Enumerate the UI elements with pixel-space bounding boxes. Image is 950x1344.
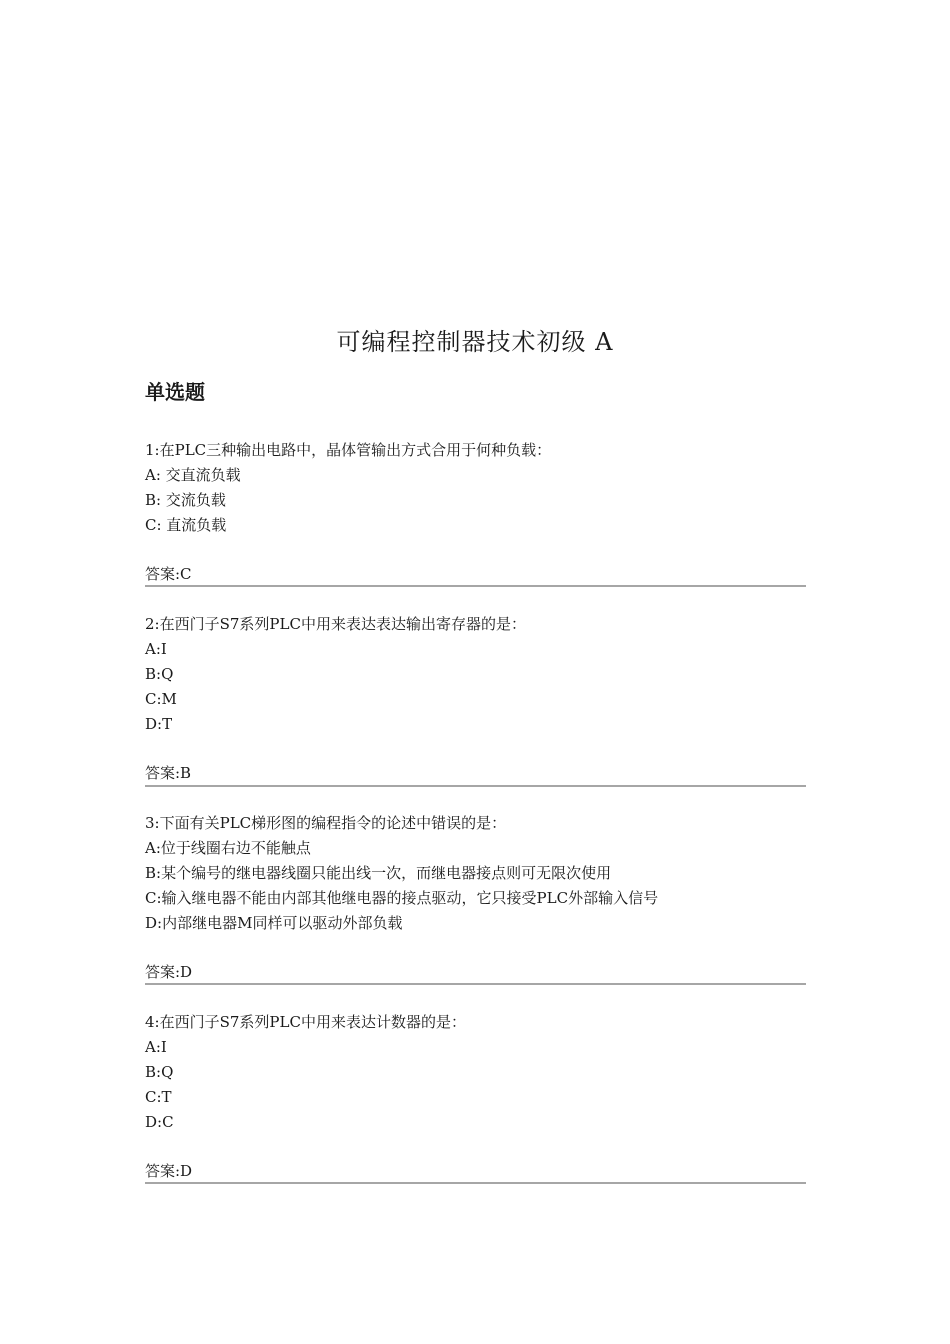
- question-4: [145, 1010, 806, 1180]
- answer: 答案:D: [145, 1162, 193, 1180]
- answer: 答案:D: [145, 963, 193, 981]
- option-b: B:Q: [145, 1063, 174, 1081]
- question-2: [145, 612, 806, 782]
- option-c: C:输入继电器不能由内部其他继电器的接点驱动，它只接受PLC外部输入信号: [145, 889, 659, 907]
- question-stem: 3:下面有关PLC梯形图的编程指令的论述中错误的是：: [145, 814, 507, 832]
- option-a: A:I: [145, 1038, 167, 1056]
- question-stem: 2:在西门子S7系列PLC中用来表达表达输出寄存器的是：: [145, 615, 526, 633]
- question-stem: 1:在PLC三种输出电路中，晶体管输出方式合用于何种负载：: [145, 441, 552, 459]
- answer: 答案:B: [145, 764, 192, 782]
- option-b: B:某个编号的继电器线圈只能出线一次，而继电器接点则可无限次使用: [145, 864, 612, 882]
- option-c: C:M: [145, 690, 177, 708]
- question-stem: 4:在西门子S7系列PLC中用来表达计数器的是：: [145, 1013, 466, 1031]
- option-b: B:Q: [145, 665, 174, 683]
- divider: [145, 1182, 806, 1184]
- option-d: D:T: [145, 715, 173, 733]
- option-c: C: 直流负载: [145, 516, 227, 534]
- option-a: A: 交直流负载: [145, 466, 241, 484]
- question-3: [145, 811, 806, 981]
- option-b: B: 交流负载: [145, 491, 226, 509]
- divider: [145, 585, 806, 587]
- option-c: C:T: [145, 1088, 172, 1106]
- option-d: D:C: [145, 1113, 174, 1131]
- option-a: A:位于线圈右边不能触点: [145, 839, 311, 857]
- question-1: [145, 438, 806, 583]
- divider: [145, 785, 806, 787]
- option-d: D:内部继电器M同样可以驱动外部负载: [145, 914, 403, 932]
- answer: 答案:C: [145, 565, 192, 583]
- divider: [145, 983, 806, 985]
- section-heading: 单选题: [145, 380, 205, 404]
- page-title: 可编程控制器技术初级 A: [336, 328, 614, 356]
- option-a: A:I: [145, 640, 167, 658]
